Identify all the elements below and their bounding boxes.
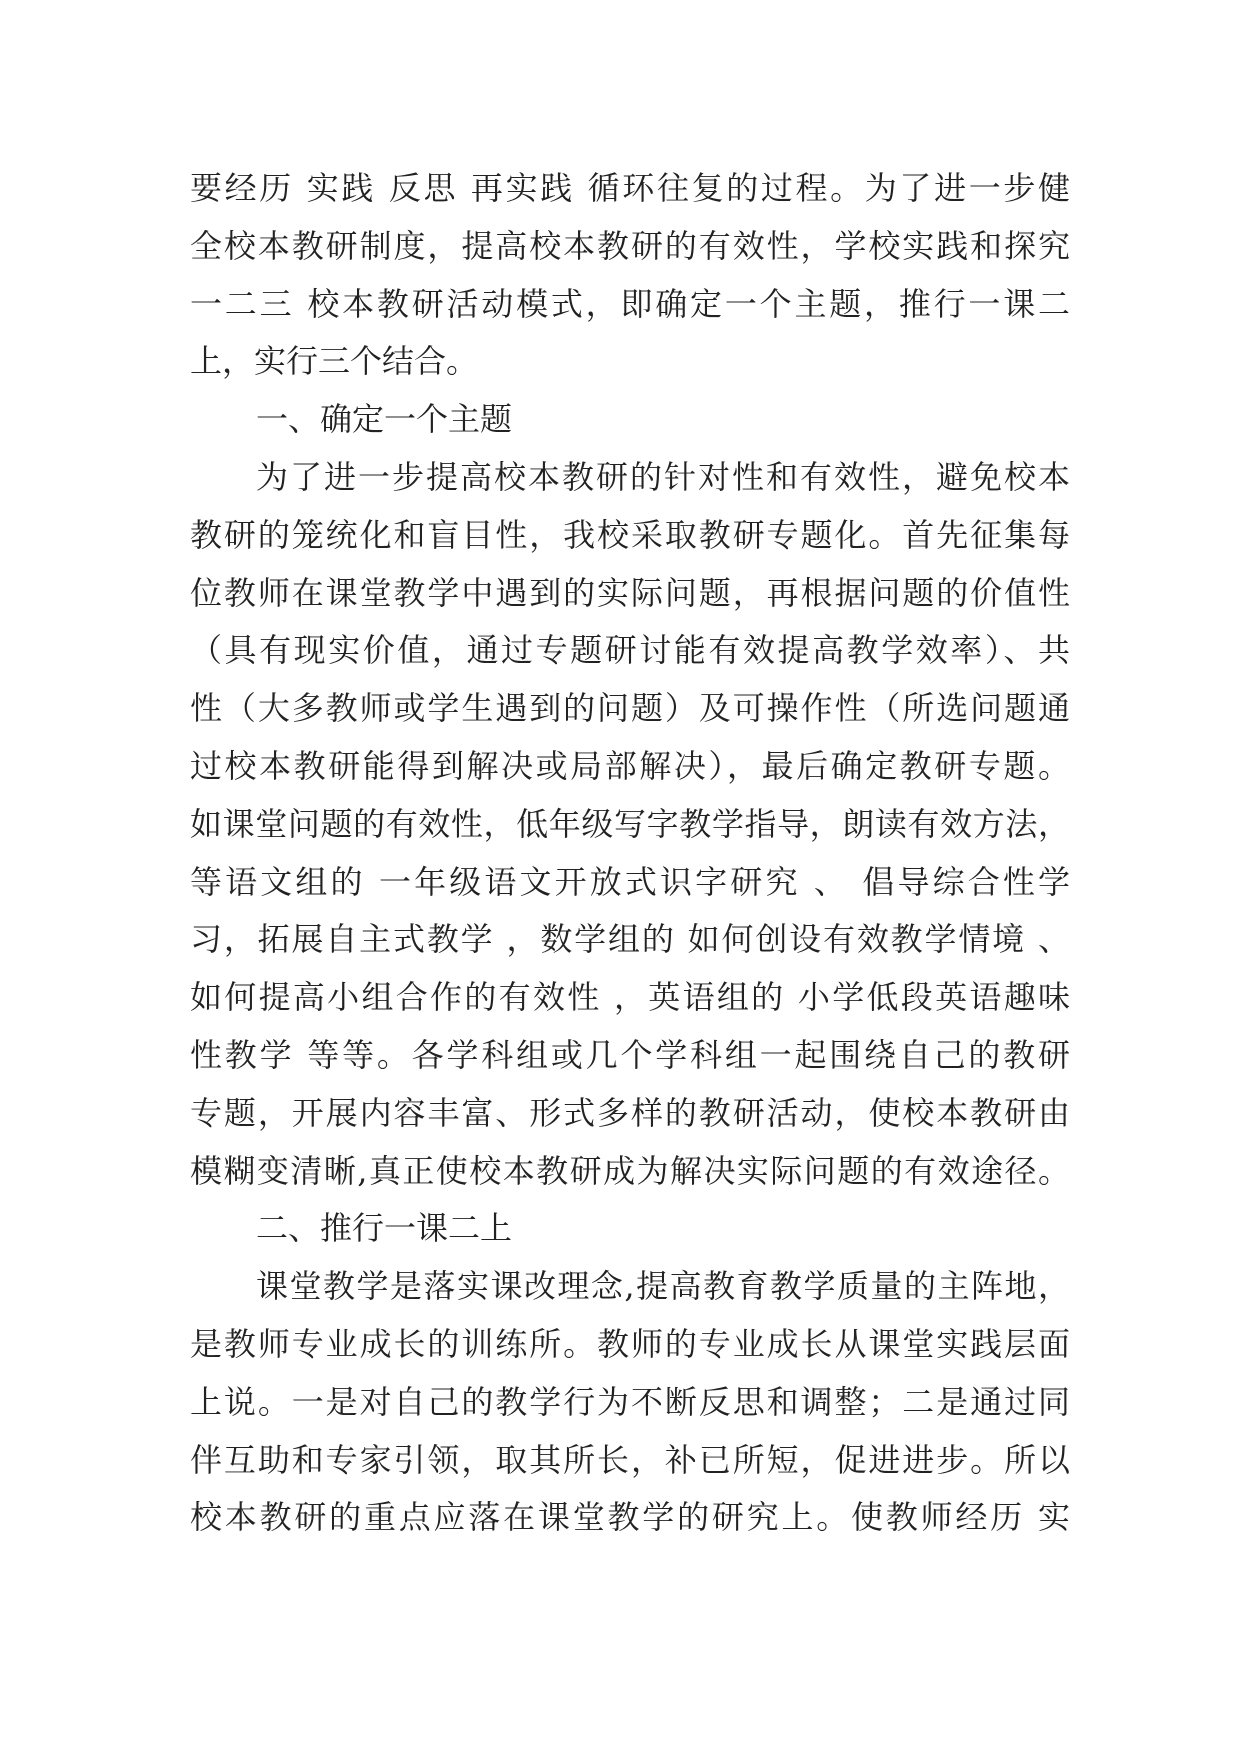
text-line: 是教师专业成长的训练所。教师的专业成长从课堂实践层面	[190, 1324, 1070, 1363]
text-line: 伴互助和专家引领，取其所长，补已所短，促进进步。所以	[190, 1440, 1070, 1479]
section-heading: 二、推行一课二上	[256, 1209, 513, 1248]
text-line: 性教学 等等。各学科组或几个学科组一起围绕自己的教研	[190, 1035, 1070, 1074]
text-line: 如课堂问题的有效性，低年级写字教学指导，朗读有效方法，	[190, 804, 1070, 843]
text-line: 为了进一步提高校本教研的针对性和有效性，避免校本	[256, 457, 1070, 496]
text-line: 要经历 实践 反思 再实践 循环往复的过程。为了进一步健	[190, 169, 1070, 207]
text-line: 课堂教学是落实课改理念,提高教育教学质量的主阵地，	[256, 1267, 1070, 1306]
text-line: 专题，开展内容丰富、形式多样的教研活动，使校本教研由	[190, 1093, 1070, 1132]
text-line: 性（大多教师或学生遇到的问题）及可操作性（所选问题通	[190, 689, 1070, 728]
text-line: 位教师在课堂教学中遇到的实际问题，再根据问题的价值性	[190, 573, 1070, 612]
text-line: （具有现实价值，通过专题研讨能有效提高教学效率）、共	[190, 631, 1070, 670]
text-line: 如何提高小组合作的有效性 ，英语组的 小学低段英语趣味	[190, 978, 1070, 1017]
text-line: 全校本教研制度，提高校本教研的有效性，学校实践和探究	[190, 226, 1070, 265]
section-heading: 一、确定一个主题	[256, 400, 513, 439]
text-line: 上，实行三个结合。	[190, 342, 479, 381]
text-line: 模糊变清晰,真正使校本教研成为解决实际问题的有效途径。	[190, 1151, 1070, 1190]
text-line: 等语文组的 一年级语文开放式识字研究 、 倡导综合性学	[190, 862, 1070, 901]
body-text	[190, 160, 1070, 1547]
text-line: 校本教研的重点应落在课堂教学的研究上。使教师经历 实	[190, 1498, 1070, 1537]
text-line: 过校本教研能得到解决或局部解决），最后确定教研专题。	[190, 746, 1070, 785]
text-line: 上说。一是对自己的教学行为不断反思和调整；二是通过同	[190, 1382, 1070, 1421]
text-line: 习，拓展自主式教学 ，数学组的 如何创设有效教学情境 、	[190, 920, 1070, 959]
text-line: 一二三 校本教研活动模式，即确定一个主题，推行一课二	[190, 284, 1070, 323]
text-line: 教研的笼统化和盲目性，我校采取教研专题化。首先征集每	[190, 515, 1070, 554]
